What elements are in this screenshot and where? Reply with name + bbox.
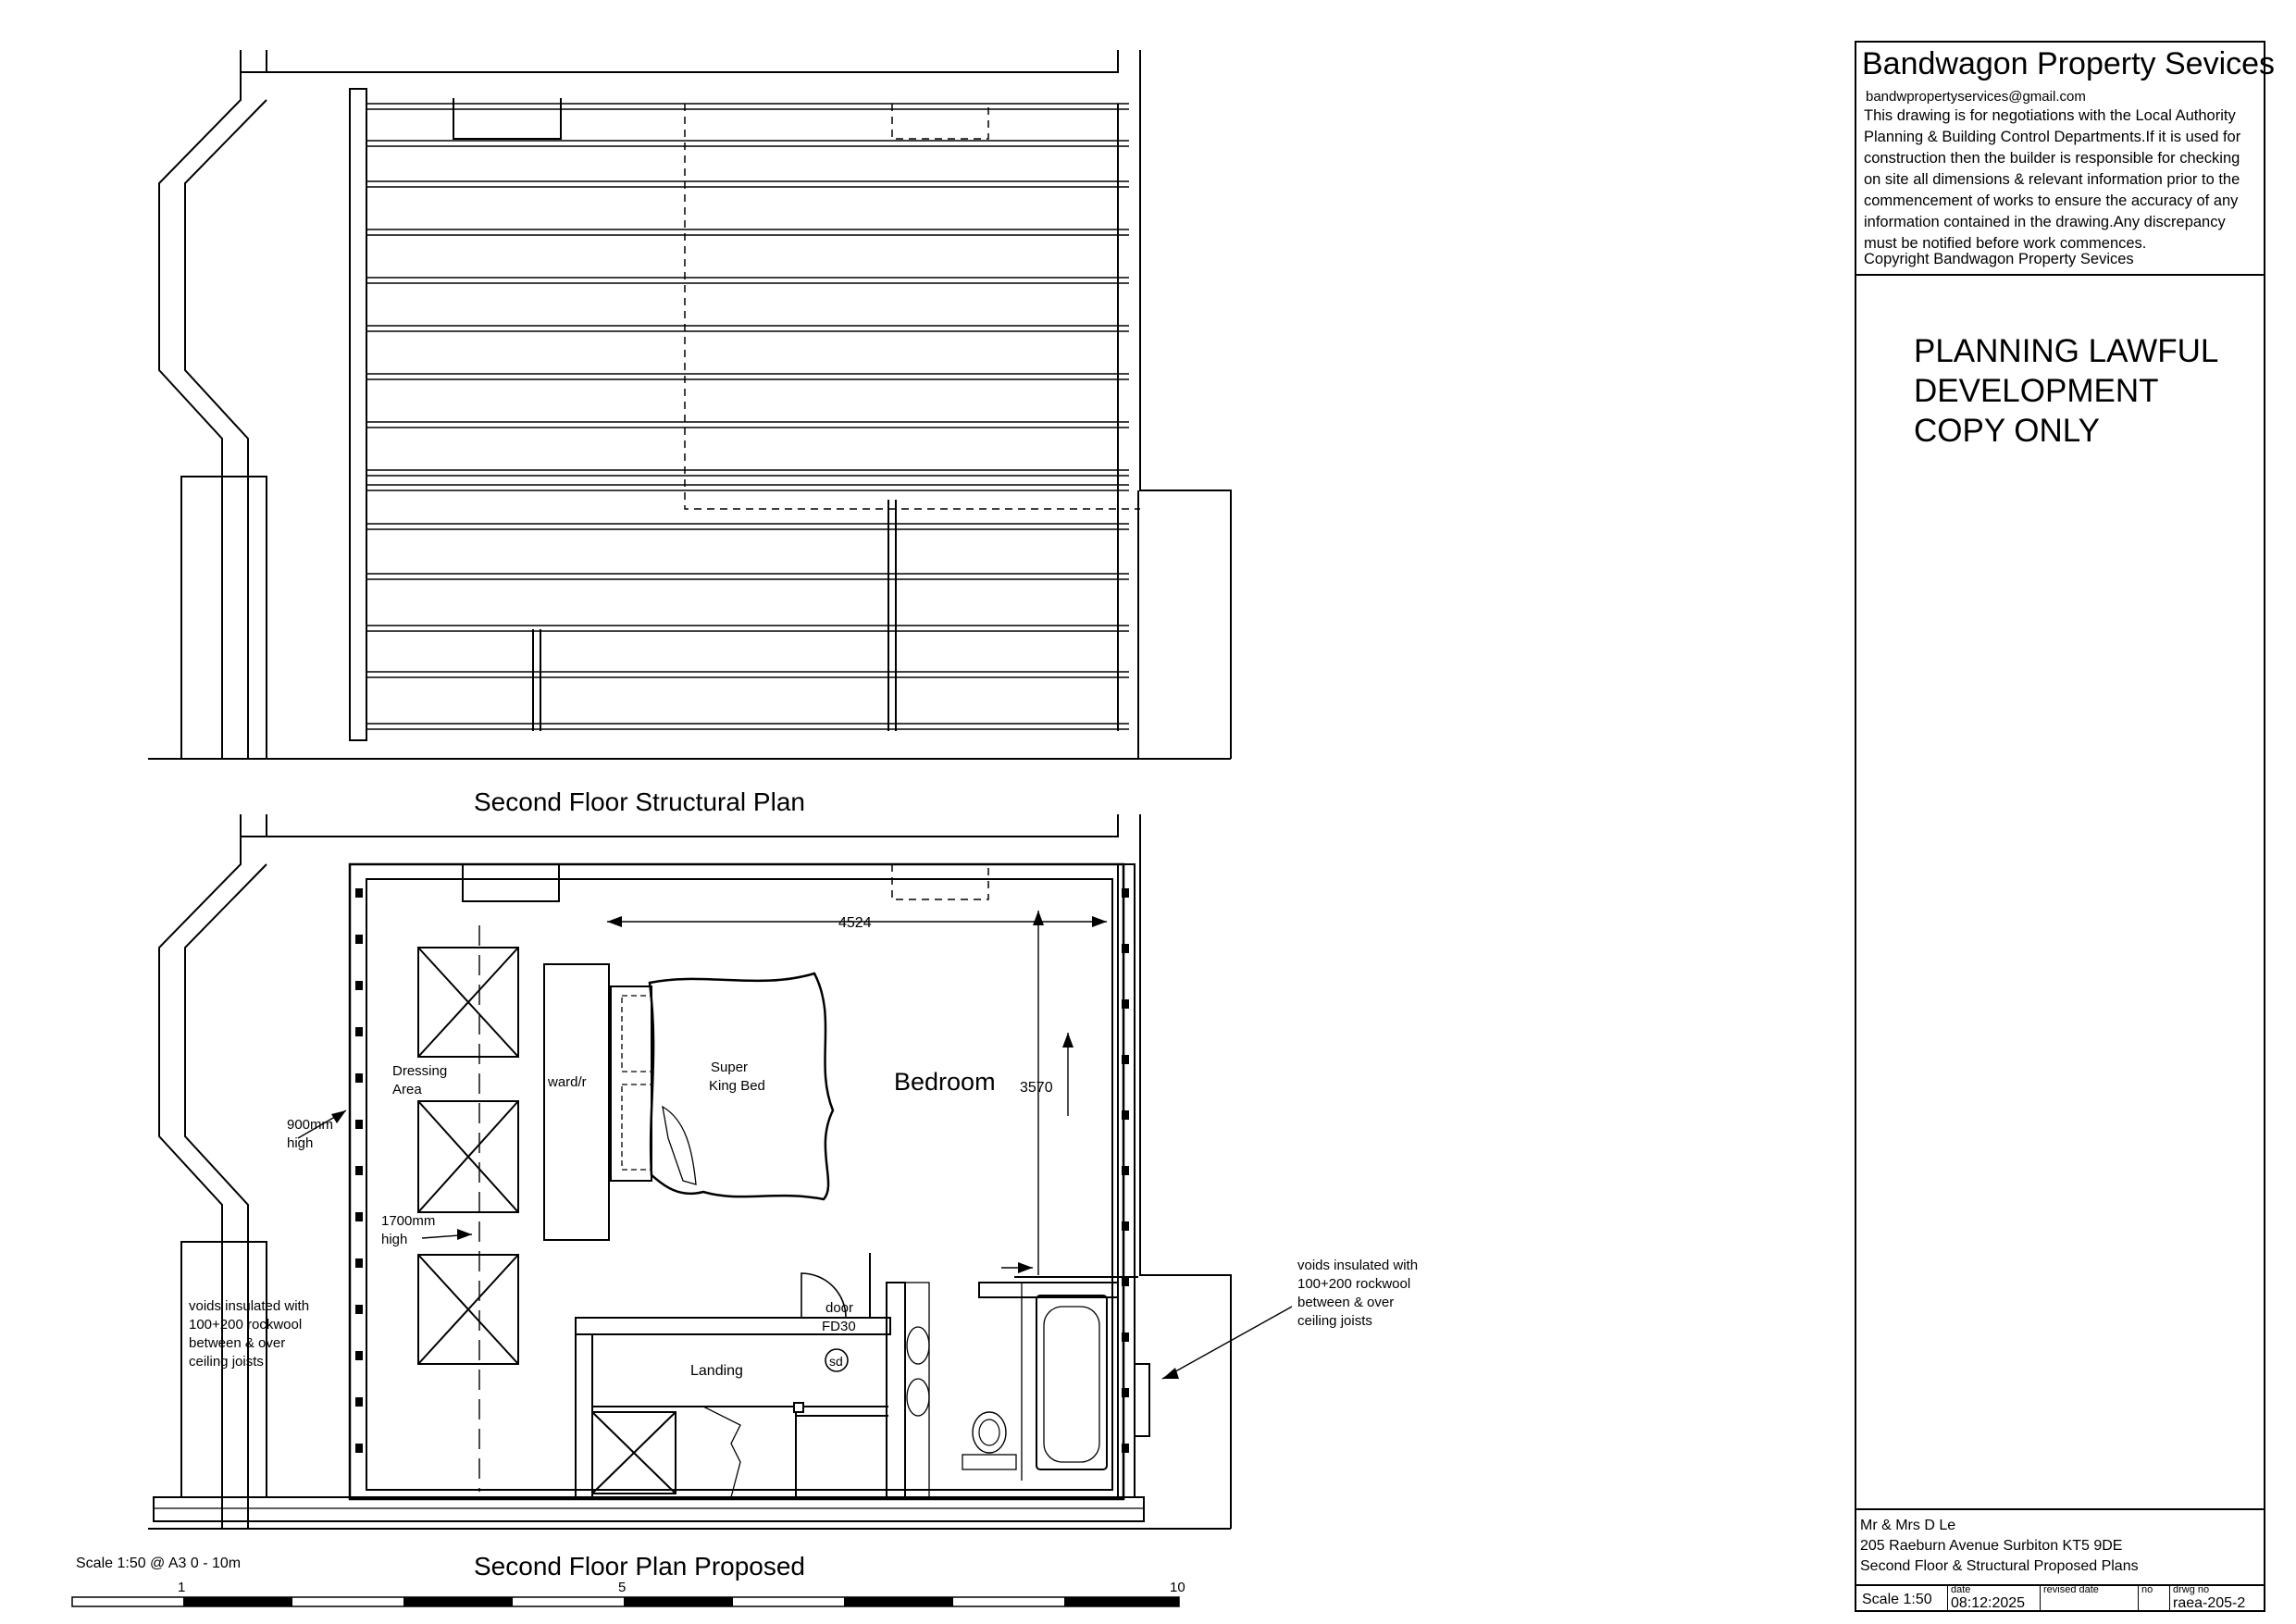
copyright-text: Copyright Bandwagon Property Sevices (1864, 251, 2134, 267)
company-email: bandwpropertyservices@gmail.com (1866, 89, 2086, 105)
proposed-plan (148, 814, 1292, 1529)
door-label-line2: FD30 (822, 1319, 856, 1334)
date-value: 08:12:2025 (1951, 1595, 2026, 1611)
voids-left-line3: between & over (189, 1335, 286, 1351)
dressing-area-line1: Dressing (392, 1063, 448, 1079)
wardrobe-label: ward/r (548, 1074, 587, 1090)
drawing-title: Second Floor & Structural Proposed Plans (1860, 1558, 2139, 1574)
revision-no-caption: no (2141, 1584, 2153, 1595)
dressing-area-line2: Area (392, 1082, 422, 1097)
revision-no-cell (2138, 1584, 2169, 1612)
status-line-3: COPY ONLY (1914, 413, 2100, 449)
client-details (1860, 1516, 2139, 1577)
landing-label: Landing (690, 1363, 743, 1379)
revised-date-caption: revised date (2043, 1584, 2099, 1595)
scale-bar-label-1: 1 (178, 1580, 186, 1595)
dimension-height-label: 3570 (1020, 1080, 1053, 1096)
drawing-no-cell (2169, 1584, 2265, 1612)
voids-right-line1: voids insulated with (1297, 1258, 1419, 1273)
title-block-divider (1856, 1508, 2264, 1510)
title-block (1855, 41, 2276, 1612)
revised-date-cell (2040, 1584, 2138, 1612)
bed-label-line2: King Bed (709, 1078, 765, 1094)
bed-label-line1: Super (711, 1060, 749, 1075)
company-name: Bandwagon Property Sevices (1862, 46, 2276, 81)
site-address: 205 Raeburn Avenue Surbiton KT5 9DE (1860, 1538, 2123, 1554)
height-900-line2: high (287, 1135, 314, 1151)
voids-right-line4: ceiling joists (1297, 1313, 1372, 1329)
disclaimer-text: This drawing is for negotiations with the Local Authority Planning & Building Control Departments.If it is used for construction then the builder is responsible for checking on site all dimensions & relevant information prior to the commencement of works to ensure the accuracy of any information contained in the drawing.Any discrepancy must be notified before work commences. (1864, 107, 2241, 252)
door-label-line1: door (825, 1300, 854, 1316)
dimension-width-label: 4524 (838, 915, 872, 931)
smoke-detector-label: sd (829, 1354, 843, 1369)
proposed-plan-title: Second Floor Plan Proposed (474, 1552, 805, 1581)
planning-status (1914, 331, 2218, 451)
height-1700-line2: high (381, 1232, 408, 1247)
scale-bar-caption: Scale 1:50 @ A3 0 - 10m (76, 1556, 242, 1571)
voids-left-line4: ceiling joists (189, 1354, 264, 1370)
scale-bar-label-10: 10 (1170, 1580, 1185, 1595)
status-line-2: DEVELOPMENT (1914, 373, 2159, 409)
drawing-no-value: raea-205-2 (2173, 1595, 2246, 1611)
voids-left-line1: voids insulated with (189, 1298, 310, 1314)
title-block-divider (1856, 274, 2264, 276)
structural-plan-title: Second Floor Structural Plan (474, 787, 805, 816)
voids-right-line3: between & over (1297, 1295, 1395, 1310)
structural-plan (148, 50, 1231, 759)
drawing-scale: Scale 1:50 (1862, 1592, 1932, 1607)
date-cell (1947, 1584, 2040, 1612)
voids-left-line2: 100+200 rockwool (189, 1317, 303, 1333)
status-line-1: PLANNING LAWFUL (1914, 333, 2219, 369)
bedroom-label: Bedroom (894, 1068, 996, 1096)
height-1700-line1: 1700mm (381, 1213, 436, 1229)
height-900-line1: 900mm (287, 1117, 334, 1133)
client-name: Mr & Mrs D Le (1860, 1518, 1956, 1533)
drawing-info-row (1856, 1584, 2264, 1612)
voids-right-line2: 100+200 rockwool (1297, 1276, 1411, 1292)
scale-bar-label-5: 5 (618, 1580, 627, 1595)
drawing-no-caption: drwg no (2173, 1584, 2210, 1595)
date-caption: date (1951, 1584, 1971, 1595)
